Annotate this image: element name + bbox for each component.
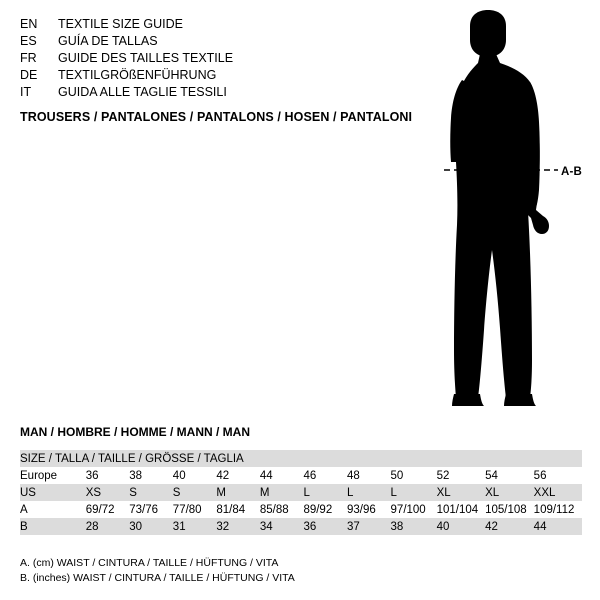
cell-us-3: M: [216, 484, 260, 501]
language-text-it: GUIDA ALLE TAGLIE TESSILI: [58, 85, 227, 99]
silhouette-icon: [400, 10, 590, 410]
language-row-es: [20, 33, 350, 50]
language-code-fr: FR: [20, 51, 37, 65]
measure-label-ab: A-B: [561, 166, 583, 178]
cell-us-8: XL: [437, 484, 486, 501]
cell-europe-2: 40: [173, 467, 217, 484]
cell-europe-1: 38: [129, 467, 173, 484]
cell-a-4: 85/88: [260, 501, 304, 518]
section-title: TROUSERS / PANTALONES / PANTALONS / HOSEN / PANTALONI: [20, 110, 413, 124]
cell-b-7: 38: [391, 518, 437, 535]
language-text-es: GUÍA DE TALLAS: [58, 34, 158, 48]
cell-europe-8: 52: [437, 467, 486, 484]
cell-a-2: 77/80: [173, 501, 217, 518]
cell-us-1: S: [129, 484, 173, 501]
footnote-a: A. (cm) WAIST / CINTURA / TAILLE / HÜFTUNG / VITA: [20, 557, 279, 569]
cell-b-1: 30: [129, 518, 173, 535]
cell-us-10: XXL: [534, 484, 582, 501]
footnotes: [20, 556, 295, 586]
cell-a-9: 105/108: [485, 501, 534, 518]
row-label-b: B: [20, 518, 86, 535]
language-row-it: [20, 84, 350, 101]
cell-us-9: XL: [485, 484, 534, 501]
row-label-europe: Europe: [20, 467, 86, 484]
table-row: [20, 467, 582, 484]
cell-europe-4: 44: [260, 467, 304, 484]
cell-europe-0: 36: [86, 467, 130, 484]
row-label-size: SIZE / TALLA / TAILLE / GRÖSSE / TAGLIA: [20, 450, 582, 467]
cell-europe-10: 56: [534, 467, 582, 484]
language-text-de: TEXTILGRÖßENFÜHRUNG: [58, 68, 217, 82]
cell-b-5: 36: [303, 518, 347, 535]
cell-us-7: L: [391, 484, 437, 501]
language-row-en: [20, 16, 350, 33]
language-code-it: IT: [20, 85, 32, 99]
language-code-es: ES: [20, 34, 37, 48]
table-title: MAN / HOMBRE / HOMME / MANN / MAN: [20, 425, 250, 439]
cell-b-9: 42: [485, 518, 534, 535]
cell-b-3: 32: [216, 518, 260, 535]
language-text-en: TEXTILE SIZE GUIDE: [58, 17, 184, 31]
table-row: [20, 450, 582, 467]
cell-us-0: XS: [86, 484, 130, 501]
size-table: [20, 450, 582, 535]
cell-us-2: S: [173, 484, 217, 501]
language-row-fr: [20, 50, 350, 67]
cell-a-7: 97/100: [391, 501, 437, 518]
row-label-us: US: [20, 484, 86, 501]
cell-a-10: 109/112: [534, 501, 582, 518]
row-label-a: A: [20, 501, 86, 518]
cell-a-6: 93/96: [347, 501, 391, 518]
cell-us-4: M: [260, 484, 304, 501]
cell-a-8: 101/104: [437, 501, 486, 518]
cell-europe-7: 50: [391, 467, 437, 484]
table-row: [20, 501, 582, 518]
cell-europe-3: 42: [216, 467, 260, 484]
cell-b-4: 34: [260, 518, 304, 535]
footnote-b: B. (inches) WAIST / CINTURA / TAILLE / HÜFTUNG / VITA: [20, 572, 295, 584]
cell-b-8: 40: [437, 518, 486, 535]
cell-a-5: 89/92: [303, 501, 347, 518]
cell-a-0: 69/72: [86, 501, 130, 518]
cell-a-1: 73/76: [129, 501, 173, 518]
language-list: [20, 16, 350, 101]
cell-b-0: 28: [86, 518, 130, 535]
cell-europe-6: 48: [347, 467, 391, 484]
cell-a-3: 81/84: [216, 501, 260, 518]
cell-us-6: L: [347, 484, 391, 501]
language-text-fr: GUIDE DES TAILLES TEXTILE: [58, 51, 234, 65]
body-figure: [400, 10, 590, 410]
cell-us-5: L: [303, 484, 347, 501]
cell-europe-5: 46: [303, 467, 347, 484]
cell-b-10: 44: [534, 518, 582, 535]
cell-europe-9: 54: [485, 467, 534, 484]
cell-b-6: 37: [347, 518, 391, 535]
language-code-de: DE: [20, 68, 38, 82]
language-code-en: EN: [20, 17, 38, 31]
cell-b-2: 31: [173, 518, 217, 535]
language-row-de: [20, 67, 350, 84]
table-row: [20, 518, 582, 535]
table-row: [20, 484, 582, 501]
